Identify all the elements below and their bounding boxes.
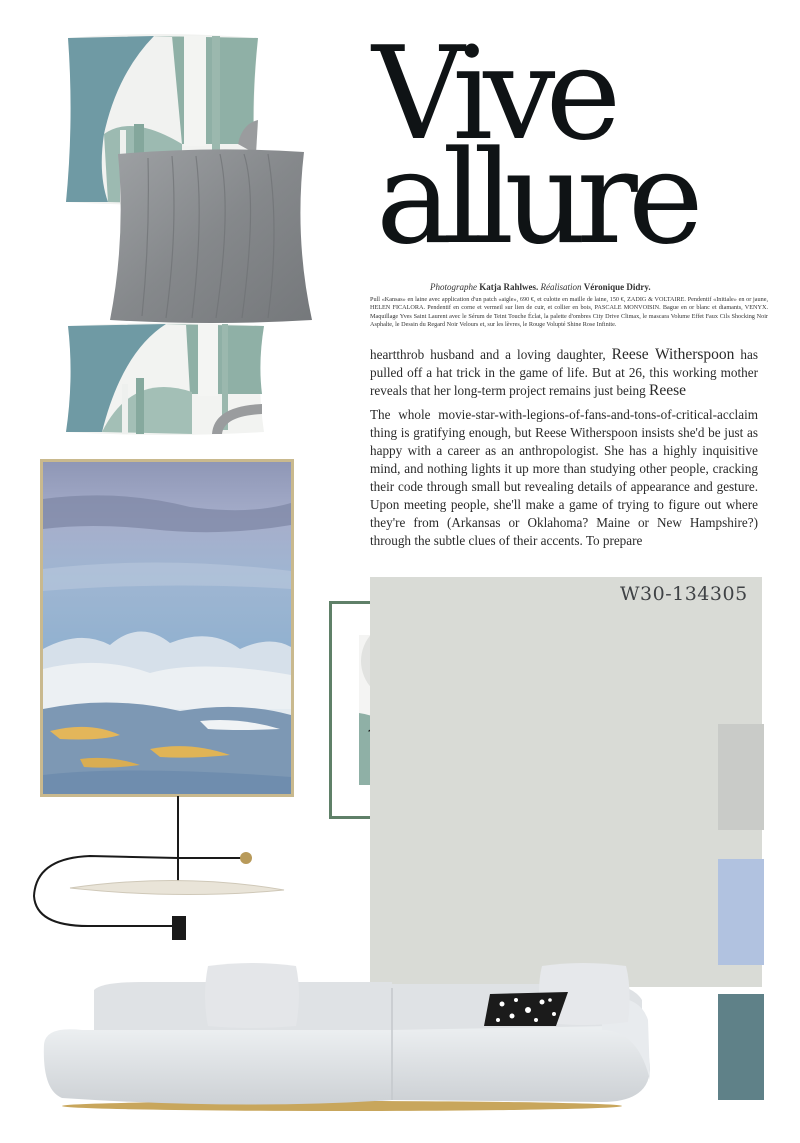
curved-sofa: [42, 960, 654, 1112]
photo-credit: [430, 282, 750, 292]
credit-photo-name: Katja Rahlwes.: [479, 282, 539, 292]
swatch-gray: [718, 724, 764, 830]
wallpaper-sample: [370, 577, 762, 987]
swatch-blue: [718, 859, 764, 965]
article-body: [370, 346, 758, 556]
intro-name-2: Reese: [649, 382, 687, 399]
credit-real-label: Réalisation: [540, 282, 582, 292]
pendant-lamp: [30, 796, 290, 946]
credit-photo-label: Photographe: [430, 282, 477, 292]
article-paragraph: The whole movie-star-with-legions-of-fans-and-tons-of-critical-acclaim thing is gratifying enough, but Reese Witherspoon insists she'd be just as happy with a career as an anthropologist. She has a highly inquisitive mind, and nothing lights it up more than studying other people, cracking their code through small but revealing details of appearance and gesture. Upon meeting people, she'll make a game of trying to figure out where they're from (Arkansas or Oklahoma? Maine or New Hampshire?) through the subtle clues of their accents. To prepare: [370, 407, 758, 548]
article-intro: [370, 346, 758, 400]
intro-part-a: heartthrob husband and a loving daughter,: [370, 347, 606, 362]
cushion-gray-velvet: [108, 148, 314, 324]
credit-real-name: Véronique Didry.: [583, 282, 651, 292]
heading-line-1: Vive: [372, 20, 612, 169]
seascape-painting: [40, 459, 294, 797]
intro-part-b: has pulled off a hat trick in the game of life. But at 26, this working mother reveals that her long-term project remains just being: [370, 347, 758, 398]
intro-name-1: Reese Witherspoon: [611, 346, 735, 363]
cushion-geometric-lumbar: [62, 322, 268, 436]
fashion-small-print: Pull «Kansas» en laine avec application d'un patch «aigle», 690 €, et culotte en maille de laine, 150 €, ZADIG & VOLTAIRE. Pendentif «Initiale» en or jaune, HELEN FICALORA. Pendentif en corne et vermeil sur lien de cuir, et collier en bois, PASCALE MONVOISIN. Bague en or blanc et diamants, VENYX. Maquillage Yves Saint Laurent avec le Sérum de Teint Touche Éclat, la palette d'ombres City Drive Climax, le mascara Volume Effet Faux Cils Shocking Noir Asphalte, le Dessin du Regard Noir Velours et, sur les lèvres, le Rouge Volupté Shine Rose Infinite.: [370, 296, 768, 329]
wallpaper-code: W30-134305: [620, 583, 748, 605]
heading-line-2: allure: [376, 124, 694, 273]
magazine-heading: [368, 20, 768, 273]
swatch-teal: [718, 994, 764, 1100]
